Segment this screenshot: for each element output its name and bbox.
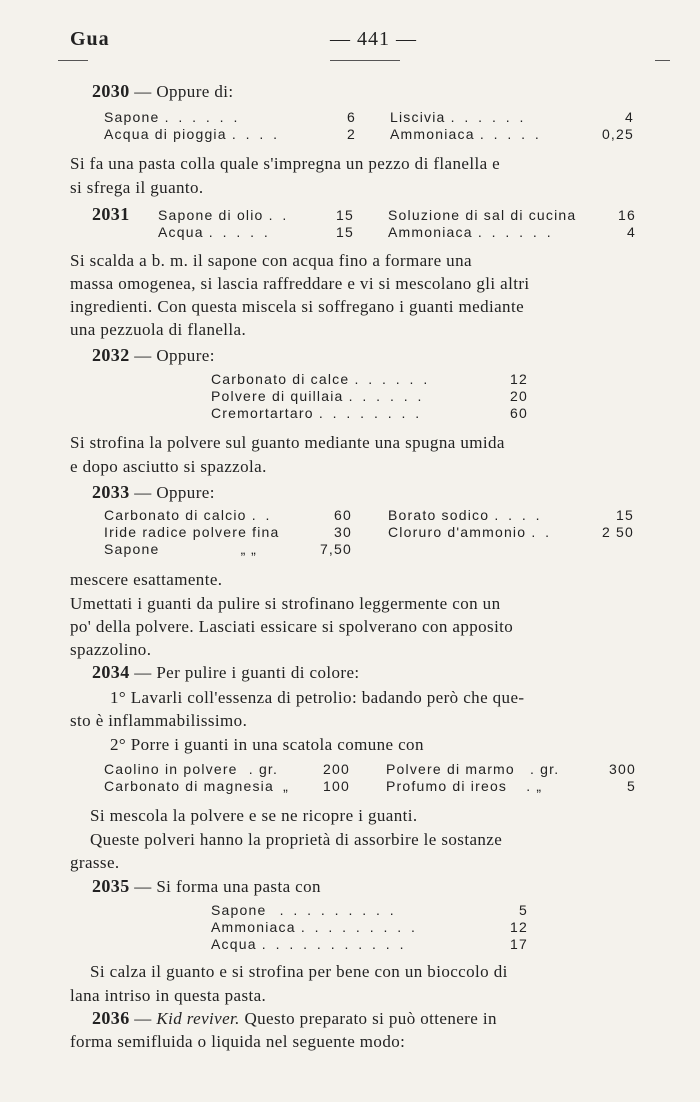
italic-title: Kid reviver. [156, 1009, 240, 1028]
ingredient-row: Carbonato di magnesia „ 100 [104, 778, 350, 794]
ingredient-row: Liscivia . . . . . . 4 [390, 109, 634, 125]
body-line: po' della polvere. Lasciati essicare si spolverano con apposito [70, 617, 514, 636]
body-line: Umettati i guanti da pulire si strofinano leggermente con un [70, 594, 501, 613]
ingredient-row: Sapone di olio . . 15 [158, 207, 354, 223]
body-line: Si mescola la polvere e se ne ricopre i guanti. [90, 806, 418, 825]
section-2035-heading [92, 875, 692, 898]
section-2030-heading [92, 80, 692, 103]
ingredient-row: Borato sodico . . . . 15 [388, 507, 634, 523]
section-2034-heading [92, 661, 692, 684]
section-heading-text: — Si forma una pasta con [134, 877, 321, 896]
section-number: 2035 [92, 876, 130, 896]
body-line: Si strofina la polvere sul guanto mediante una spugna umida [70, 433, 505, 452]
section-number: 2033 [92, 482, 130, 502]
ingredient-row: Cloruro d'ammonio . . 2 50 [388, 524, 634, 540]
section-heading-text: — Oppure di: [134, 82, 234, 101]
header-rule-left [58, 60, 88, 61]
section-2033-heading [92, 481, 692, 504]
body-line: 2° Porre i guanti in una scatola comune con [110, 735, 424, 754]
ingredient-row: Soluzione di sal di cucina 16 [388, 207, 636, 223]
header-rule-center [330, 60, 400, 61]
body-line: spazzolino. [70, 640, 152, 659]
section-2032-heading [92, 344, 692, 367]
body-line: Si calza il guanto e si strofina per bene con un bioccolo di [90, 962, 508, 981]
section-number: 2031 [92, 204, 130, 224]
body-line: lana intriso in questa pasta. [70, 986, 267, 1005]
body-line: 1° Lavarli coll'essenza di petrolio: badando però che que- [110, 688, 525, 707]
section-heading-text: — Per pulire i guanti di colore: [134, 663, 360, 682]
body-line: massa omogenea, si lascia raffreddare e vi si mescolano gli altri [70, 274, 530, 293]
section-number: 2032 [92, 345, 130, 365]
ingredient-row: Polvere di quillaia . . . . . . 20 [211, 388, 528, 404]
section-heading-text: — Oppure: [134, 346, 215, 365]
ingredient-row: Sapone . . . . . . 6 [104, 109, 356, 125]
page-header [70, 28, 670, 58]
section-2036-heading: 2036 — Kid reviver. Questo preparato si può ottenere in [92, 1008, 497, 1028]
ingredient-row: Ammoniaca . . . . . 0,25 [390, 126, 634, 142]
ingredient-row: Carbonato di calcio . . 60 [104, 507, 352, 523]
section-heading-text: — Oppure: [134, 483, 215, 502]
ingredient-row: Caolino in polvere . gr. 200 [104, 761, 350, 777]
section-number: 2030 [92, 81, 130, 101]
ingredient-row: Acqua . . . . . 15 [158, 224, 354, 240]
ingredient-row: Ammoniaca . . . . . . 4 [388, 224, 636, 240]
page-number: — 441 — [330, 28, 417, 50]
ingredient-row: Carbonato di calce . . . . . . 12 [211, 371, 528, 387]
section-number: 2034 [92, 662, 130, 682]
body-line: mescere esattamente. [70, 570, 223, 589]
section-number: 2036 [92, 1008, 130, 1028]
body-line: Si scalda a b. m. il sapone con acqua fino a formare una [70, 251, 472, 270]
body-line: sto è inflammabilissimo. [70, 711, 248, 730]
running-head: Gua [70, 28, 110, 50]
ingredient-row: Iride radice polvere fina 30 [104, 524, 352, 540]
body-line: Queste polveri hanno la proprietà di assorbire le sostanze [90, 830, 503, 849]
ingredient-row: Acqua . . . . . . . . . . . 17 [211, 936, 528, 952]
header-rule-right [655, 60, 670, 61]
ingredient-row: Cremortartaro . . . . . . . . 60 [211, 405, 528, 421]
body-line: ingredienti. Con questa miscela si soffregano i guanti mediante [70, 297, 525, 316]
ingredient-row: Sapone „ „ 7,50 [104, 541, 352, 557]
body-line: grasse. [70, 853, 120, 872]
body-line: e dopo asciutto si spazzola. [70, 457, 267, 476]
ingredient-row: Polvere di marmo . gr. 300 [386, 761, 636, 777]
body-line: forma semifluida o liquida nel seguente modo: [70, 1032, 406, 1051]
ingredient-row: Profumo di ireos . „ 5 [386, 778, 636, 794]
section-2031-heading [92, 203, 158, 226]
body-line: Si fa una pasta colla quale s'impregna un pezzo di flanella e [70, 154, 501, 173]
ingredient-row: Ammoniaca . . . . . . . . . 12 [211, 919, 528, 935]
ingredient-row: Sapone . . . . . . . . . 5 [211, 902, 528, 918]
body-line: si sfrega il guanto. [70, 178, 204, 197]
body-line: una pezzuola di flanella. [70, 320, 247, 339]
ingredient-row: Acqua di pioggia . . . . 2 [104, 126, 356, 142]
